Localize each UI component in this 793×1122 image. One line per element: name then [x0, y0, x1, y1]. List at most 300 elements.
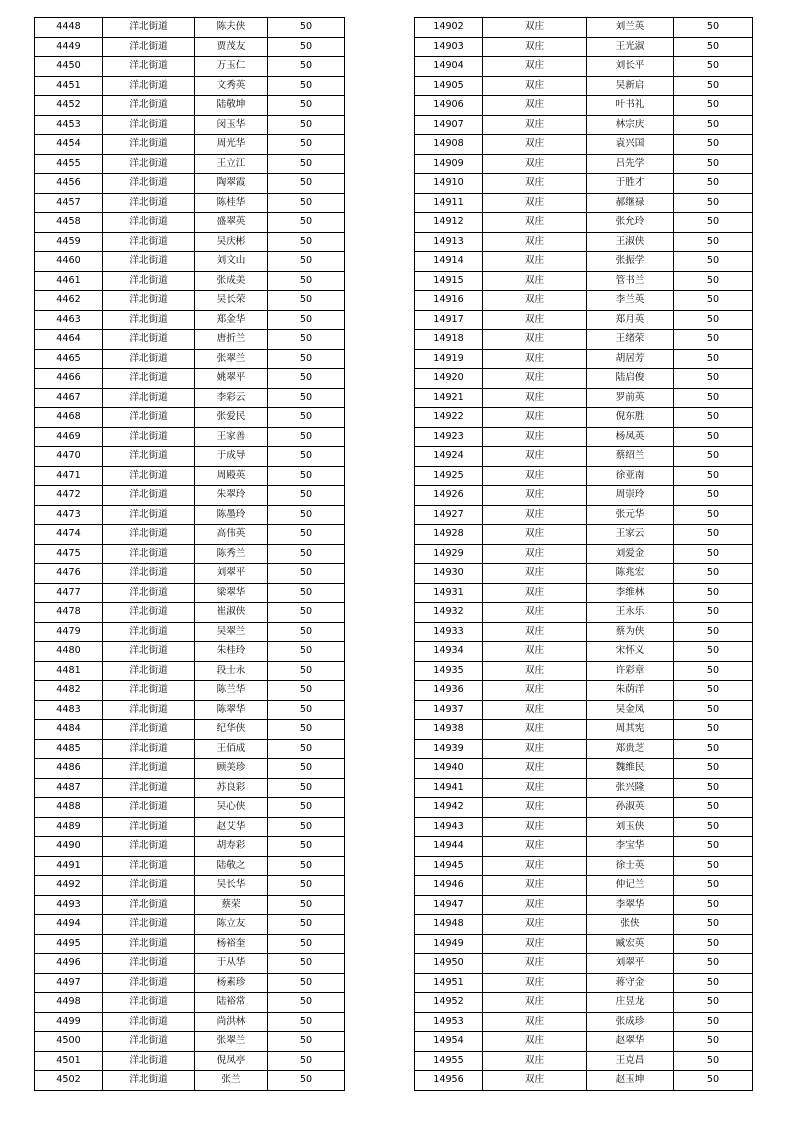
- serial-number-cell: 14942: [415, 798, 483, 818]
- district-cell: 洋北街道: [103, 486, 195, 506]
- district-cell: 双庄: [483, 661, 587, 681]
- amount-cell: 50: [268, 37, 345, 57]
- amount-cell: 50: [268, 427, 345, 447]
- amount-cell: 50: [268, 934, 345, 954]
- table-row: [35, 525, 345, 545]
- amount-cell: 50: [674, 544, 753, 564]
- person-name-cell: 陈兰华: [195, 681, 268, 701]
- district-cell: 双庄: [483, 1051, 587, 1071]
- table-row: [35, 427, 345, 447]
- person-name-cell: 孙淑英: [587, 798, 674, 818]
- district-cell: 洋北街道: [103, 837, 195, 857]
- amount-cell: 50: [674, 193, 753, 213]
- amount-cell: 50: [268, 583, 345, 603]
- person-name-cell: 万玉仁: [195, 57, 268, 77]
- person-name-cell: 姚翠平: [195, 369, 268, 389]
- district-cell: 洋北街道: [103, 505, 195, 525]
- serial-number-cell: 14914: [415, 252, 483, 272]
- district-cell: 洋北街道: [103, 622, 195, 642]
- amount-cell: 50: [268, 622, 345, 642]
- serial-number-cell: 4478: [35, 603, 103, 623]
- serial-number-cell: 14926: [415, 486, 483, 506]
- amount-cell: 50: [674, 973, 753, 993]
- serial-number-cell: 14909: [415, 154, 483, 174]
- amount-cell: 50: [268, 993, 345, 1013]
- amount-cell: 50: [268, 681, 345, 701]
- person-name-cell: 吴新启: [587, 76, 674, 96]
- serial-number-cell: 14922: [415, 408, 483, 428]
- serial-number-cell: 4451: [35, 76, 103, 96]
- serial-number-cell: 4491: [35, 856, 103, 876]
- serial-number-cell: 14911: [415, 193, 483, 213]
- serial-number-cell: 14903: [415, 37, 483, 57]
- person-name-cell: 王克昌: [587, 1051, 674, 1071]
- serial-number-cell: 14912: [415, 213, 483, 233]
- serial-number-cell: 14935: [415, 661, 483, 681]
- district-cell: 洋北街道: [103, 700, 195, 720]
- serial-number-cell: 4502: [35, 1071, 103, 1091]
- amount-cell: 50: [268, 895, 345, 915]
- table-row: [415, 57, 753, 77]
- district-cell: 双庄: [483, 720, 587, 740]
- district-cell: 洋北街道: [103, 408, 195, 428]
- amount-cell: 50: [674, 96, 753, 116]
- person-name-cell: 王永乐: [587, 603, 674, 623]
- serial-number-cell: 4471: [35, 466, 103, 486]
- district-cell: 洋北街道: [103, 76, 195, 96]
- amount-cell: 50: [674, 505, 753, 525]
- serial-number-cell: 14938: [415, 720, 483, 740]
- right-roster-body: [415, 18, 753, 1091]
- amount-cell: 50: [268, 700, 345, 720]
- person-name-cell: 闵玉华: [195, 115, 268, 135]
- amount-cell: 50: [268, 369, 345, 389]
- person-name-cell: 袁兴国: [587, 135, 674, 155]
- serial-number-cell: 4458: [35, 213, 103, 233]
- serial-number-cell: 4490: [35, 837, 103, 857]
- serial-number-cell: 4456: [35, 174, 103, 194]
- table-row: [35, 993, 345, 1013]
- amount-cell: 50: [268, 232, 345, 252]
- person-name-cell: 张爱民: [195, 408, 268, 428]
- district-cell: 双庄: [483, 154, 587, 174]
- district-cell: 双庄: [483, 817, 587, 837]
- district-cell: 洋北街道: [103, 876, 195, 896]
- amount-cell: 50: [674, 349, 753, 369]
- serial-number-cell: 4493: [35, 895, 103, 915]
- district-cell: 双庄: [483, 583, 587, 603]
- person-name-cell: 刘翠平: [587, 954, 674, 974]
- person-name-cell: 陆裕常: [195, 993, 268, 1013]
- district-cell: 洋北街道: [103, 720, 195, 740]
- amount-cell: 50: [674, 310, 753, 330]
- amount-cell: 50: [268, 330, 345, 350]
- serial-number-cell: 14913: [415, 232, 483, 252]
- table-row: [35, 622, 345, 642]
- district-cell: 洋北街道: [103, 1051, 195, 1071]
- serial-number-cell: 14910: [415, 174, 483, 194]
- amount-cell: 50: [268, 310, 345, 330]
- person-name-cell: 宋怀义: [587, 642, 674, 662]
- table-row: [415, 661, 753, 681]
- table-row: [35, 447, 345, 467]
- district-cell: 双庄: [483, 37, 587, 57]
- serial-number-cell: 4489: [35, 817, 103, 837]
- district-cell: 洋北街道: [103, 661, 195, 681]
- table-row: [35, 271, 345, 291]
- district-cell: 双庄: [483, 876, 587, 896]
- amount-cell: 50: [674, 642, 753, 662]
- person-name-cell: 尚洪林: [195, 1012, 268, 1032]
- table-row: [415, 603, 753, 623]
- district-cell: 洋北街道: [103, 466, 195, 486]
- serial-number-cell: 4486: [35, 759, 103, 779]
- serial-number-cell: 4492: [35, 876, 103, 896]
- table-row: [415, 330, 753, 350]
- amount-cell: 50: [268, 213, 345, 233]
- person-name-cell: 朱荫洋: [587, 681, 674, 701]
- serial-number-cell: 14920: [415, 369, 483, 389]
- table-row: [35, 817, 345, 837]
- person-name-cell: 高伟英: [195, 525, 268, 545]
- table-row: [415, 525, 753, 545]
- amount-cell: 50: [674, 447, 753, 467]
- amount-cell: 50: [674, 661, 753, 681]
- table-row: [415, 505, 753, 525]
- table-row: [415, 700, 753, 720]
- person-name-cell: 崔淑侠: [195, 603, 268, 623]
- district-cell: 洋北街道: [103, 993, 195, 1013]
- serial-number-cell: 4467: [35, 388, 103, 408]
- person-name-cell: 王淑侠: [587, 232, 674, 252]
- table-row: [415, 310, 753, 330]
- table-row: [415, 349, 753, 369]
- person-name-cell: 张成美: [195, 271, 268, 291]
- table-row: [415, 1012, 753, 1032]
- amount-cell: 50: [268, 564, 345, 584]
- amount-cell: 50: [674, 76, 753, 96]
- district-cell: 洋北街道: [103, 1032, 195, 1052]
- serial-number-cell: 14950: [415, 954, 483, 974]
- district-cell: 洋北街道: [103, 37, 195, 57]
- person-name-cell: 陆敬之: [195, 856, 268, 876]
- amount-cell: 50: [674, 427, 753, 447]
- amount-cell: 50: [268, 544, 345, 564]
- table-row: [35, 1012, 345, 1032]
- table-row: [35, 1051, 345, 1071]
- table-row: [35, 369, 345, 389]
- person-name-cell: 许彩章: [587, 661, 674, 681]
- district-cell: 洋北街道: [103, 271, 195, 291]
- person-name-cell: 于胜才: [587, 174, 674, 194]
- table-row: [35, 18, 345, 38]
- serial-number-cell: 14956: [415, 1071, 483, 1091]
- district-cell: 双庄: [483, 1032, 587, 1052]
- amount-cell: 50: [268, 154, 345, 174]
- serial-number-cell: 14925: [415, 466, 483, 486]
- amount-cell: 50: [674, 252, 753, 272]
- person-name-cell: 杨素珍: [195, 973, 268, 993]
- table-row: [415, 252, 753, 272]
- district-cell: 双庄: [483, 369, 587, 389]
- district-cell: 双庄: [483, 739, 587, 759]
- serial-number-cell: 14928: [415, 525, 483, 545]
- table-row: [415, 1071, 753, 1091]
- amount-cell: 50: [268, 96, 345, 116]
- serial-number-cell: 4481: [35, 661, 103, 681]
- serial-number-cell: 4448: [35, 18, 103, 38]
- table-row: [35, 700, 345, 720]
- amount-cell: 50: [268, 447, 345, 467]
- table-row: [35, 135, 345, 155]
- table-row: [35, 330, 345, 350]
- table-row: [415, 798, 753, 818]
- person-name-cell: 郝继禄: [587, 193, 674, 213]
- district-cell: 双庄: [483, 993, 587, 1013]
- serial-number-cell: 4494: [35, 915, 103, 935]
- serial-number-cell: 4480: [35, 642, 103, 662]
- person-name-cell: 李彩云: [195, 388, 268, 408]
- district-cell: 洋北街道: [103, 330, 195, 350]
- table-row: [35, 388, 345, 408]
- person-name-cell: 刘文山: [195, 252, 268, 272]
- table-row: [35, 876, 345, 896]
- serial-number-cell: 4450: [35, 57, 103, 77]
- district-cell: 双庄: [483, 1071, 587, 1091]
- table-row: [415, 291, 753, 311]
- person-name-cell: 于成导: [195, 447, 268, 467]
- person-name-cell: 赵翠华: [587, 1032, 674, 1052]
- person-name-cell: 张侠: [587, 915, 674, 935]
- person-name-cell: 张翠兰: [195, 1032, 268, 1052]
- district-cell: 洋北街道: [103, 291, 195, 311]
- person-name-cell: 刘玉侠: [587, 817, 674, 837]
- person-name-cell: 郑金华: [195, 310, 268, 330]
- table-row: [35, 37, 345, 57]
- amount-cell: 50: [268, 837, 345, 857]
- serial-number-cell: 14943: [415, 817, 483, 837]
- district-cell: 双庄: [483, 486, 587, 506]
- amount-cell: 50: [268, 291, 345, 311]
- table-row: [35, 544, 345, 564]
- serial-number-cell: 14933: [415, 622, 483, 642]
- amount-cell: 50: [268, 1051, 345, 1071]
- table-row: [415, 544, 753, 564]
- table-row: [415, 232, 753, 252]
- table-row: [415, 37, 753, 57]
- table-row: [35, 954, 345, 974]
- person-name-cell: 倪东胜: [587, 408, 674, 428]
- amount-cell: 50: [268, 466, 345, 486]
- serial-number-cell: 4457: [35, 193, 103, 213]
- serial-number-cell: 4454: [35, 135, 103, 155]
- table-row: [415, 681, 753, 701]
- person-name-cell: 陆启俊: [587, 369, 674, 389]
- serial-number-cell: 4461: [35, 271, 103, 291]
- person-name-cell: 臧宏英: [587, 934, 674, 954]
- serial-number-cell: 4488: [35, 798, 103, 818]
- district-cell: 洋北街道: [103, 564, 195, 584]
- table-row: [415, 213, 753, 233]
- table-row: [35, 778, 345, 798]
- serial-number-cell: 14946: [415, 876, 483, 896]
- person-name-cell: 陈兆宏: [587, 564, 674, 584]
- district-cell: 双庄: [483, 388, 587, 408]
- table-row: [35, 213, 345, 233]
- table-row: [35, 115, 345, 135]
- amount-cell: 50: [268, 505, 345, 525]
- person-name-cell: 张成珍: [587, 1012, 674, 1032]
- amount-cell: 50: [674, 778, 753, 798]
- person-name-cell: 吕先学: [587, 154, 674, 174]
- serial-number-cell: 14924: [415, 447, 483, 467]
- district-cell: 洋北街道: [103, 642, 195, 662]
- serial-number-cell: 14936: [415, 681, 483, 701]
- district-cell: 双庄: [483, 447, 587, 467]
- person-name-cell: 朱翠玲: [195, 486, 268, 506]
- table-row: [35, 661, 345, 681]
- district-cell: 双庄: [483, 934, 587, 954]
- serial-number-cell: 4495: [35, 934, 103, 954]
- table-row: [415, 817, 753, 837]
- serial-number-cell: 4465: [35, 349, 103, 369]
- table-row: [415, 856, 753, 876]
- district-cell: 双庄: [483, 232, 587, 252]
- district-cell: 双庄: [483, 174, 587, 194]
- serial-number-cell: 4472: [35, 486, 103, 506]
- district-cell: 双庄: [483, 349, 587, 369]
- table-row: [415, 193, 753, 213]
- person-name-cell: 李兰英: [587, 291, 674, 311]
- district-cell: 双庄: [483, 544, 587, 564]
- amount-cell: 50: [268, 720, 345, 740]
- person-name-cell: 周崇玲: [587, 486, 674, 506]
- serial-number-cell: 4469: [35, 427, 103, 447]
- table-row: [415, 408, 753, 428]
- amount-cell: 50: [674, 271, 753, 291]
- amount-cell: 50: [268, 876, 345, 896]
- serial-number-cell: 4464: [35, 330, 103, 350]
- serial-number-cell: 14902: [415, 18, 483, 38]
- table-row: [35, 564, 345, 584]
- district-cell: 洋北街道: [103, 135, 195, 155]
- amount-cell: 50: [268, 642, 345, 662]
- table-row: [35, 973, 345, 993]
- serial-number-cell: 14929: [415, 544, 483, 564]
- table-row: [415, 895, 753, 915]
- person-name-cell: 盛翠英: [195, 213, 268, 233]
- serial-number-cell: 14951: [415, 973, 483, 993]
- district-cell: 双庄: [483, 1012, 587, 1032]
- district-cell: 双庄: [483, 954, 587, 974]
- district-cell: 双庄: [483, 603, 587, 623]
- table-row: [415, 622, 753, 642]
- amount-cell: 50: [268, 856, 345, 876]
- table-row: [35, 583, 345, 603]
- district-cell: 洋北街道: [103, 681, 195, 701]
- table-row: [35, 408, 345, 428]
- serial-number-cell: 4499: [35, 1012, 103, 1032]
- serial-number-cell: 4501: [35, 1051, 103, 1071]
- person-name-cell: 陈翠华: [195, 700, 268, 720]
- table-row: [415, 837, 753, 857]
- district-cell: 洋北街道: [103, 583, 195, 603]
- district-cell: 洋北街道: [103, 388, 195, 408]
- person-name-cell: 吴金凤: [587, 700, 674, 720]
- person-name-cell: 吴心侠: [195, 798, 268, 818]
- person-name-cell: 郑贵芝: [587, 739, 674, 759]
- table-row: [415, 447, 753, 467]
- person-name-cell: 王立江: [195, 154, 268, 174]
- serial-number-cell: 4498: [35, 993, 103, 1013]
- amount-cell: 50: [268, 271, 345, 291]
- serial-number-cell: 14921: [415, 388, 483, 408]
- amount-cell: 50: [268, 193, 345, 213]
- district-cell: 双庄: [483, 837, 587, 857]
- amount-cell: 50: [674, 135, 753, 155]
- serial-number-cell: 4484: [35, 720, 103, 740]
- serial-number-cell: 14906: [415, 96, 483, 116]
- table-row: [415, 583, 753, 603]
- table-row: [415, 427, 753, 447]
- amount-cell: 50: [674, 622, 753, 642]
- district-cell: 洋北街道: [103, 18, 195, 38]
- amount-cell: 50: [268, 408, 345, 428]
- amount-cell: 50: [674, 759, 753, 779]
- serial-number-cell: 4500: [35, 1032, 103, 1052]
- table-row: [415, 18, 753, 38]
- serial-number-cell: 4453: [35, 115, 103, 135]
- table-row: [35, 466, 345, 486]
- table-row: [35, 154, 345, 174]
- amount-cell: 50: [674, 408, 753, 428]
- serial-number-cell: 14923: [415, 427, 483, 447]
- district-cell: 双庄: [483, 57, 587, 77]
- person-name-cell: 王佰成: [195, 739, 268, 759]
- serial-number-cell: 14952: [415, 993, 483, 1013]
- serial-number-cell: 14947: [415, 895, 483, 915]
- person-name-cell: 李维林: [587, 583, 674, 603]
- serial-number-cell: 4462: [35, 291, 103, 311]
- district-cell: 双庄: [483, 564, 587, 584]
- serial-number-cell: 14904: [415, 57, 483, 77]
- table-row: [415, 388, 753, 408]
- person-name-cell: 蒋守金: [587, 973, 674, 993]
- person-name-cell: 吴长荣: [195, 291, 268, 311]
- table-row: [35, 505, 345, 525]
- person-name-cell: 张兰: [195, 1071, 268, 1091]
- person-name-cell: 王光淑: [587, 37, 674, 57]
- district-cell: 洋北街道: [103, 1012, 195, 1032]
- district-cell: 双庄: [483, 622, 587, 642]
- district-cell: 双庄: [483, 856, 587, 876]
- person-name-cell: 苏良彩: [195, 778, 268, 798]
- right-roster-table: [414, 17, 753, 1091]
- district-cell: 洋北街道: [103, 1071, 195, 1091]
- person-name-cell: 贾茂友: [195, 37, 268, 57]
- table-row: [35, 759, 345, 779]
- table-row: [415, 154, 753, 174]
- table-row: [415, 1051, 753, 1071]
- district-cell: 双庄: [483, 252, 587, 272]
- serial-number-cell: 14931: [415, 583, 483, 603]
- serial-number-cell: 4474: [35, 525, 103, 545]
- amount-cell: 50: [674, 583, 753, 603]
- person-name-cell: 刘爱金: [587, 544, 674, 564]
- serial-number-cell: 4497: [35, 973, 103, 993]
- district-cell: 双庄: [483, 193, 587, 213]
- serial-number-cell: 14916: [415, 291, 483, 311]
